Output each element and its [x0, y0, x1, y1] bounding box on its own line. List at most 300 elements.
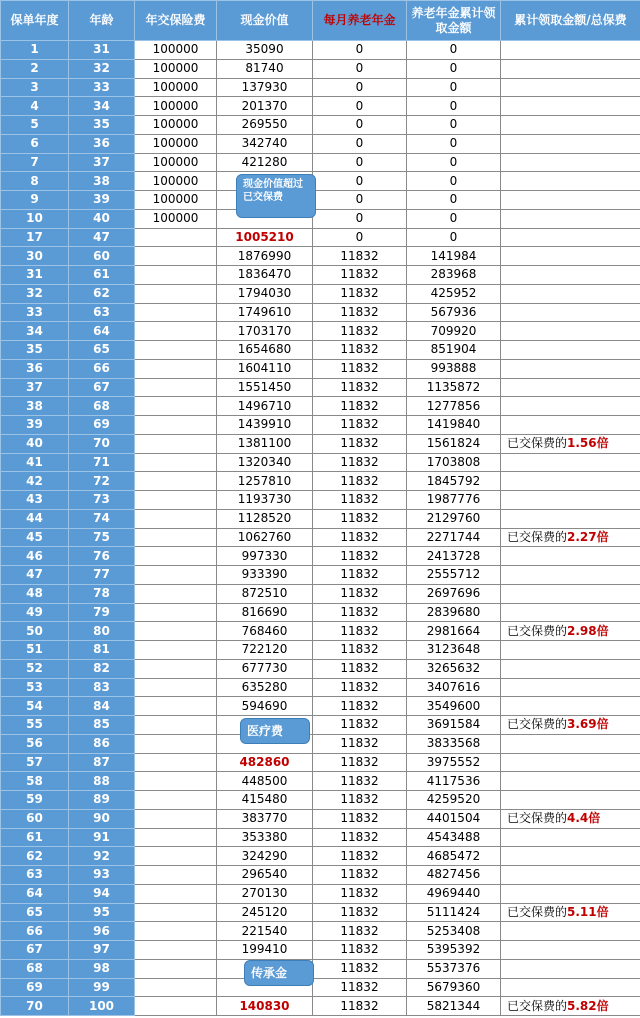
premium-cell	[135, 434, 217, 453]
age-cell: 67	[69, 378, 135, 397]
table-row	[1, 191, 640, 210]
cash-value-cell: 140830	[217, 997, 313, 1016]
ratio-cell	[501, 303, 640, 322]
cash-value-cell: 421280	[217, 153, 313, 172]
table-row	[1, 847, 640, 866]
cumulative-annuity-cell: 5111424	[407, 903, 501, 922]
monthly-annuity-cell: 11832	[313, 903, 407, 922]
table-row	[1, 303, 640, 322]
ratio-cell	[501, 772, 640, 791]
monthly-annuity-cell: 0	[313, 97, 407, 116]
table-row	[1, 378, 640, 397]
monthly-annuity-cell: 11832	[313, 716, 407, 735]
age-cell: 93	[69, 866, 135, 885]
policy-year-cell: 50	[1, 622, 69, 641]
ratio-prefix: 已交保费的	[507, 529, 568, 544]
premium-cell	[135, 997, 217, 1016]
table-row	[1, 172, 640, 191]
policy-year-cell: 2	[1, 59, 69, 78]
ratio-cell	[501, 809, 640, 828]
callout-cash-value-exceeds: 现金价值超过已交保费	[236, 174, 316, 218]
cumulative-annuity-cell: 0	[407, 97, 501, 116]
table-row	[1, 97, 640, 116]
policy-year-cell: 69	[1, 978, 69, 997]
monthly-annuity-cell: 11832	[313, 397, 407, 416]
ratio-cell	[501, 941, 640, 960]
cash-value-cell: 270130	[217, 884, 313, 903]
premium-cell: 100000	[135, 153, 217, 172]
ratio-cell	[501, 622, 640, 641]
policy-year-cell: 8	[1, 172, 69, 191]
age-cell: 100	[69, 997, 135, 1016]
policy-year-cell: 1	[1, 41, 69, 60]
age-cell: 89	[69, 791, 135, 810]
premium-cell	[135, 416, 217, 435]
cumulative-annuity-cell: 4827456	[407, 866, 501, 885]
monthly-annuity-cell: 11832	[313, 622, 407, 641]
table-row	[1, 266, 640, 285]
monthly-annuity-cell: 0	[313, 172, 407, 191]
cumulative-annuity-cell: 0	[407, 172, 501, 191]
age-cell: 81	[69, 641, 135, 660]
age-cell: 85	[69, 716, 135, 735]
monthly-annuity-cell: 11832	[313, 978, 407, 997]
ratio-cell	[501, 247, 640, 266]
monthly-annuity-cell: 11832	[313, 828, 407, 847]
callout-inheritance: 传承金	[244, 960, 314, 986]
cumulative-annuity-cell: 0	[407, 153, 501, 172]
cumulative-annuity-cell: 425952	[407, 284, 501, 303]
table-row	[1, 866, 640, 885]
policy-year-cell: 64	[1, 884, 69, 903]
ratio-cell	[501, 641, 640, 660]
cumulative-annuity-cell: 2839680	[407, 603, 501, 622]
cash-value-cell: 482860	[217, 753, 313, 772]
monthly-annuity-cell: 11832	[313, 528, 407, 547]
monthly-annuity-cell: 11832	[313, 434, 407, 453]
cash-value-cell: 872510	[217, 584, 313, 603]
ratio-value: 4.4倍	[567, 811, 601, 826]
policy-year-cell: 57	[1, 753, 69, 772]
ratio-cell	[501, 528, 640, 547]
monthly-annuity-cell: 0	[313, 59, 407, 78]
table-row	[1, 903, 640, 922]
ratio-cell	[501, 566, 640, 585]
monthly-annuity-cell: 11832	[313, 659, 407, 678]
policy-year-cell: 37	[1, 378, 69, 397]
cumulative-annuity-cell: 0	[407, 59, 501, 78]
policy-year-cell: 65	[1, 903, 69, 922]
policy-year-cell: 32	[1, 284, 69, 303]
premium-cell	[135, 509, 217, 528]
cash-value-cell: 1257810	[217, 472, 313, 491]
age-cell: 61	[69, 266, 135, 285]
table-row	[1, 791, 640, 810]
cash-value-cell: 1005210	[217, 228, 313, 247]
age-cell: 84	[69, 697, 135, 716]
monthly-annuity-cell: 11832	[313, 866, 407, 885]
cash-value-cell: 415480	[217, 791, 313, 810]
monthly-annuity-cell: 11832	[313, 416, 407, 435]
policy-year-cell: 55	[1, 716, 69, 735]
age-cell: 83	[69, 678, 135, 697]
monthly-annuity-cell: 0	[313, 209, 407, 228]
table-row	[1, 641, 640, 660]
ratio-cell	[501, 491, 640, 510]
premium-cell	[135, 791, 217, 810]
age-cell: 97	[69, 941, 135, 960]
age-cell: 96	[69, 922, 135, 941]
age-cell: 64	[69, 322, 135, 341]
monthly-annuity-cell: 11832	[313, 341, 407, 360]
ratio-cell	[501, 659, 640, 678]
monthly-annuity-cell: 11832	[313, 997, 407, 1016]
cash-value-cell: 245120	[217, 903, 313, 922]
table-row	[1, 116, 640, 135]
ratio-cell	[501, 284, 640, 303]
premium-cell	[135, 941, 217, 960]
monthly-annuity-cell: 11832	[313, 884, 407, 903]
col-header-policy-year: 保单年度	[1, 1, 69, 41]
policy-year-cell: 52	[1, 659, 69, 678]
premium-cell	[135, 716, 217, 735]
premium-cell: 100000	[135, 41, 217, 60]
policy-year-cell: 70	[1, 997, 69, 1016]
table-row	[1, 753, 640, 772]
premium-cell: 100000	[135, 116, 217, 135]
premium-cell	[135, 884, 217, 903]
col-header-annual-premium: 年交保险费	[135, 1, 217, 41]
ratio-cell	[501, 359, 640, 378]
cash-value-cell: 353380	[217, 828, 313, 847]
policy-year-cell: 68	[1, 959, 69, 978]
cumulative-annuity-cell: 141984	[407, 247, 501, 266]
cumulative-annuity-cell: 3407616	[407, 678, 501, 697]
ratio-value: 5.11倍	[567, 904, 609, 919]
cumulative-annuity-cell: 3123648	[407, 641, 501, 660]
policy-year-cell: 59	[1, 791, 69, 810]
policy-year-cell: 4	[1, 97, 69, 116]
cumulative-annuity-cell: 993888	[407, 359, 501, 378]
monthly-annuity-cell: 11832	[313, 941, 407, 960]
premium-cell	[135, 303, 217, 322]
policy-year-cell: 6	[1, 134, 69, 153]
premium-cell	[135, 341, 217, 360]
age-cell: 88	[69, 772, 135, 791]
premium-cell: 100000	[135, 59, 217, 78]
monthly-annuity-cell: 11832	[313, 322, 407, 341]
cumulative-annuity-cell: 5395392	[407, 941, 501, 960]
monthly-annuity-cell: 11832	[313, 472, 407, 491]
premium-cell	[135, 322, 217, 341]
cash-value-cell: 1604110	[217, 359, 313, 378]
ratio-cell	[501, 41, 640, 60]
cash-value-cell: 1794030	[217, 284, 313, 303]
ratio-cell	[501, 116, 640, 135]
premium-cell	[135, 659, 217, 678]
premium-cell	[135, 453, 217, 472]
table-row	[1, 659, 640, 678]
cumulative-annuity-cell: 1135872	[407, 378, 501, 397]
monthly-annuity-cell: 0	[313, 78, 407, 97]
policy-year-cell: 45	[1, 528, 69, 547]
cumulative-annuity-cell: 2981664	[407, 622, 501, 641]
premium-cell	[135, 866, 217, 885]
age-cell: 79	[69, 603, 135, 622]
table-row	[1, 359, 640, 378]
age-cell: 75	[69, 528, 135, 547]
cumulative-annuity-cell: 1845792	[407, 472, 501, 491]
age-cell: 99	[69, 978, 135, 997]
premium-cell	[135, 547, 217, 566]
age-cell: 36	[69, 134, 135, 153]
age-cell: 33	[69, 78, 135, 97]
table-row	[1, 491, 640, 510]
age-cell: 77	[69, 566, 135, 585]
ratio-prefix: 已交保费的	[507, 811, 568, 826]
cumulative-annuity-cell: 567936	[407, 303, 501, 322]
monthly-annuity-cell: 11832	[313, 697, 407, 716]
monthly-annuity-cell: 11832	[313, 378, 407, 397]
age-cell: 74	[69, 509, 135, 528]
age-cell: 87	[69, 753, 135, 772]
header-row	[1, 1, 640, 41]
monthly-annuity-cell: 0	[313, 116, 407, 135]
ratio-cell	[501, 903, 640, 922]
cumulative-annuity-cell: 0	[407, 228, 501, 247]
ratio-cell	[501, 434, 640, 453]
policy-year-cell: 34	[1, 322, 69, 341]
table-row	[1, 884, 640, 903]
monthly-annuity-cell: 11832	[313, 359, 407, 378]
monthly-annuity-cell: 11832	[313, 547, 407, 566]
monthly-annuity-cell: 11832	[313, 678, 407, 697]
monthly-annuity-cell: 11832	[313, 809, 407, 828]
table-row	[1, 584, 640, 603]
cumulative-annuity-cell: 4401504	[407, 809, 501, 828]
col-header-ratio: 累计领取金额/总保费	[501, 1, 640, 41]
table-row	[1, 697, 640, 716]
table-row	[1, 322, 640, 341]
table-row	[1, 134, 640, 153]
premium-cell	[135, 847, 217, 866]
col-header-cumulative-annuity: 养老年金累计领取金额	[407, 1, 501, 41]
ratio-cell	[501, 378, 640, 397]
ratio-cell	[501, 397, 640, 416]
ratio-cell	[501, 134, 640, 153]
age-cell: 76	[69, 547, 135, 566]
cash-value-cell: 137930	[217, 78, 313, 97]
ratio-cell	[501, 472, 640, 491]
policy-year-cell: 35	[1, 341, 69, 360]
cumulative-annuity-cell: 3265632	[407, 659, 501, 678]
policy-year-cell: 47	[1, 566, 69, 585]
age-cell: 86	[69, 734, 135, 753]
monthly-annuity-cell: 11832	[313, 772, 407, 791]
cash-value-cell: 1749610	[217, 303, 313, 322]
table-row	[1, 997, 640, 1016]
monthly-annuity-cell: 11832	[313, 453, 407, 472]
table-row	[1, 228, 640, 247]
monthly-annuity-cell: 11832	[313, 603, 407, 622]
callout-medical: 医疗费	[240, 718, 310, 744]
age-cell: 62	[69, 284, 135, 303]
policy-year-cell: 56	[1, 734, 69, 753]
policy-year-cell: 42	[1, 472, 69, 491]
policy-year-cell: 41	[1, 453, 69, 472]
table-row	[1, 416, 640, 435]
cumulative-annuity-cell: 4685472	[407, 847, 501, 866]
ratio-cell	[501, 734, 640, 753]
col-header-monthly-annuity: 每月养老年金	[313, 1, 407, 41]
ratio-cell	[501, 847, 640, 866]
policy-year-cell: 43	[1, 491, 69, 510]
premium-cell	[135, 266, 217, 285]
cash-value-cell: 221540	[217, 922, 313, 941]
premium-cell	[135, 284, 217, 303]
cumulative-annuity-cell: 283968	[407, 266, 501, 285]
cash-value-cell: 933390	[217, 566, 313, 585]
table-row	[1, 678, 640, 697]
cash-value-cell: 594690	[217, 697, 313, 716]
ratio-cell	[501, 603, 640, 622]
monthly-annuity-cell: 0	[313, 134, 407, 153]
premium-cell: 100000	[135, 78, 217, 97]
cash-value-cell: 1551450	[217, 378, 313, 397]
cumulative-annuity-cell: 3691584	[407, 716, 501, 735]
policy-year-cell: 40	[1, 434, 69, 453]
policy-year-cell: 49	[1, 603, 69, 622]
cash-value-cell: 269550	[217, 116, 313, 135]
monthly-annuity-cell: 11832	[313, 266, 407, 285]
policy-year-cell: 33	[1, 303, 69, 322]
age-cell: 37	[69, 153, 135, 172]
monthly-annuity-cell: 11832	[313, 491, 407, 510]
ratio-cell	[501, 453, 640, 472]
premium-cell	[135, 641, 217, 660]
age-cell: 80	[69, 622, 135, 641]
premium-cell	[135, 959, 217, 978]
ratio-cell	[501, 828, 640, 847]
table-row	[1, 772, 640, 791]
policy-year-cell: 61	[1, 828, 69, 847]
age-cell: 95	[69, 903, 135, 922]
ratio-cell	[501, 959, 640, 978]
monthly-annuity-cell: 11832	[313, 922, 407, 941]
cumulative-annuity-cell: 5821344	[407, 997, 501, 1016]
monthly-annuity-cell: 11832	[313, 753, 407, 772]
ratio-value: 1.56倍	[567, 436, 609, 451]
policy-year-cell: 38	[1, 397, 69, 416]
premium-cell	[135, 903, 217, 922]
policy-year-cell: 7	[1, 153, 69, 172]
premium-cell	[135, 697, 217, 716]
table-row	[1, 959, 640, 978]
table-row	[1, 209, 640, 228]
ratio-cell	[501, 78, 640, 97]
age-cell: 70	[69, 434, 135, 453]
policy-year-cell: 46	[1, 547, 69, 566]
ratio-cell	[501, 97, 640, 116]
ratio-cell	[501, 978, 640, 997]
monthly-annuity-cell: 0	[313, 191, 407, 210]
table-row	[1, 41, 640, 60]
age-cell: 66	[69, 359, 135, 378]
cumulative-annuity-cell: 1561824	[407, 434, 501, 453]
age-cell: 68	[69, 397, 135, 416]
ratio-cell	[501, 584, 640, 603]
monthly-annuity-cell: 11832	[313, 566, 407, 585]
ratio-cell	[501, 341, 640, 360]
premium-cell	[135, 622, 217, 641]
policy-year-cell: 62	[1, 847, 69, 866]
premium-cell	[135, 809, 217, 828]
premium-cell	[135, 566, 217, 585]
premium-cell	[135, 359, 217, 378]
cumulative-annuity-cell: 2697696	[407, 584, 501, 603]
policy-year-cell: 5	[1, 116, 69, 135]
cumulative-annuity-cell: 0	[407, 134, 501, 153]
age-cell: 32	[69, 59, 135, 78]
col-header-cash-value: 现金价值	[217, 1, 313, 41]
age-cell: 91	[69, 828, 135, 847]
cumulative-annuity-cell: 5253408	[407, 922, 501, 941]
cumulative-annuity-cell: 0	[407, 116, 501, 135]
cumulative-annuity-cell: 851904	[407, 341, 501, 360]
age-cell: 60	[69, 247, 135, 266]
table-row	[1, 434, 640, 453]
policy-year-cell: 60	[1, 809, 69, 828]
table-row	[1, 153, 640, 172]
cumulative-annuity-cell: 1277856	[407, 397, 501, 416]
monthly-annuity-cell: 11832	[313, 284, 407, 303]
premium-cell: 100000	[135, 209, 217, 228]
cumulative-annuity-cell: 4117536	[407, 772, 501, 791]
policy-year-cell: 48	[1, 584, 69, 603]
age-cell: 38	[69, 172, 135, 191]
monthly-annuity-cell: 0	[313, 228, 407, 247]
cumulative-annuity-cell: 0	[407, 209, 501, 228]
table-row	[1, 78, 640, 97]
age-cell: 40	[69, 209, 135, 228]
cumulative-annuity-cell: 3975552	[407, 753, 501, 772]
policy-year-cell: 63	[1, 866, 69, 885]
policy-year-cell: 10	[1, 209, 69, 228]
age-cell: 65	[69, 341, 135, 360]
cash-value-cell: 1193730	[217, 491, 313, 510]
cumulative-annuity-cell: 709920	[407, 322, 501, 341]
premium-cell	[135, 734, 217, 753]
ratio-cell	[501, 266, 640, 285]
cumulative-annuity-cell: 2555712	[407, 566, 501, 585]
cumulative-annuity-cell: 0	[407, 191, 501, 210]
ratio-cell	[501, 697, 640, 716]
cumulative-annuity-cell: 4543488	[407, 828, 501, 847]
age-cell: 34	[69, 97, 135, 116]
policy-year-cell: 9	[1, 191, 69, 210]
premium-cell: 100000	[135, 172, 217, 191]
monthly-annuity-cell: 11832	[313, 847, 407, 866]
table-row	[1, 528, 640, 547]
ratio-value: 2.98倍	[567, 623, 609, 638]
cash-value-cell: 816690	[217, 603, 313, 622]
age-cell: 71	[69, 453, 135, 472]
age-cell: 73	[69, 491, 135, 510]
cumulative-annuity-cell: 1703808	[407, 453, 501, 472]
cash-value-cell: 1703170	[217, 322, 313, 341]
policy-year-cell: 58	[1, 772, 69, 791]
cash-value-cell: 81740	[217, 59, 313, 78]
